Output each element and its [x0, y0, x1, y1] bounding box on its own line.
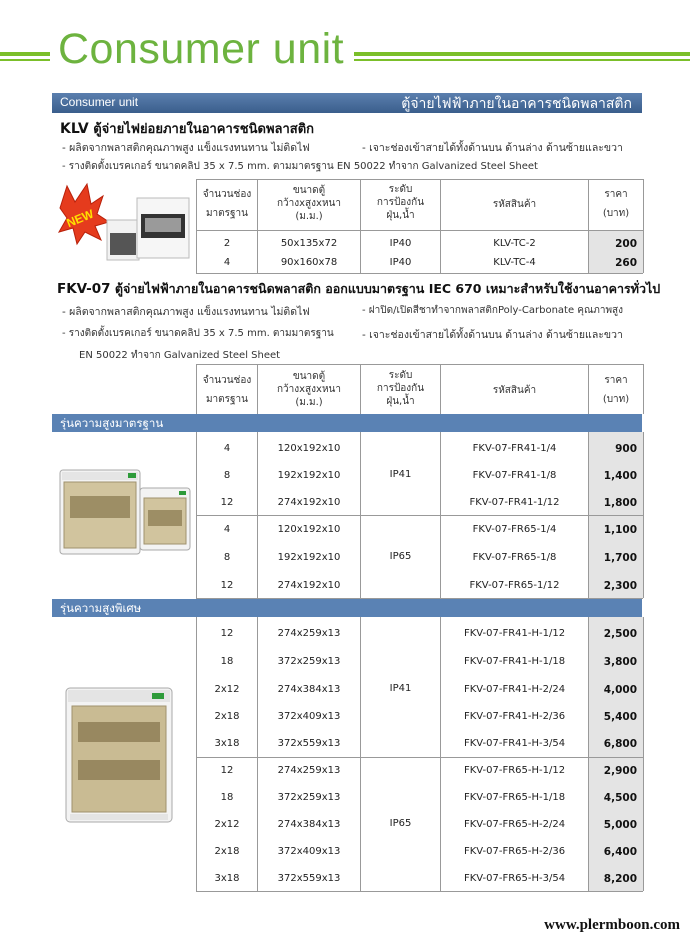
cell-price: 2,300	[603, 580, 637, 592]
cell-size: 372x259x13	[277, 656, 341, 667]
cell-code: FKV-07-FR41-H-1/12	[463, 628, 566, 639]
header-rule-left-thin	[0, 59, 50, 61]
cell-code: FKV-07-FR41-H-2/24	[463, 684, 566, 695]
klv-bullet: - ผลิตจากพลาสติกคุณภาพสูง แข็งแรงทนทาน ไม่ติดไฟ	[62, 142, 310, 154]
header-rule-left	[0, 52, 50, 56]
cell-size: 90x160x78	[280, 257, 338, 268]
col-header-slots: จำนวนช่อง	[202, 189, 252, 200]
fkv-bullet: EN 50022 ทำจาก Galvanized Steel Sheet	[79, 350, 281, 361]
cell-code: FKV-07-FR65-H-1/12	[463, 765, 566, 776]
cell-price: 260	[615, 257, 637, 269]
cell-size: 372x559x13	[277, 738, 341, 749]
col-header-size: (ม.ม.)	[295, 397, 323, 408]
cell-size: 274x192x10	[277, 580, 341, 591]
fkv-bullet: - รางติดตั้งเบรคเกอร์ ขนาดคลิป 35 x 7.5 mm. ตามมาตรฐาน	[62, 328, 334, 339]
cell-size: 274x384x13	[277, 819, 341, 830]
page-title: Consumer unit	[58, 25, 345, 73]
col-header-slots: มาตรฐาน	[205, 394, 249, 405]
cell-price: 4,000	[603, 684, 637, 696]
fkv-model: FKV-07	[57, 281, 111, 297]
col-header-ip: ระดับ	[388, 370, 413, 381]
cell-ip: IP40	[389, 257, 412, 268]
band-left-label: Consumer unit	[60, 95, 139, 109]
cell-slots: 12	[220, 497, 234, 508]
cell-code: KLV-TC-2	[493, 238, 536, 249]
klv-bullet: - รางติดตั้งเบรคเกอร์ ขนาดคลิป 35 x 7.5 mm. ตามมาตรฐาน EN 50022 ทำจาก Galvanized Steel Sheet	[62, 161, 538, 172]
band-right-label: ตู้จ่ายไฟฟ้าภายในอาคารชนิดพลาสติก	[401, 96, 632, 112]
cell-code: FKV-07-FR41-1/12	[469, 497, 560, 508]
cell-slots: 12	[220, 765, 234, 776]
fkv-special-product-image	[64, 686, 174, 824]
cell-price: 2,500	[603, 628, 637, 640]
col-header-size: (ม.ม.)	[295, 211, 323, 222]
col-header-code: รหัสสินค้า	[492, 385, 537, 396]
cell-price: 5,400	[603, 711, 637, 723]
cell-slots: 4	[223, 524, 231, 535]
col-header-size: กว้างxสูงxหนา	[276, 198, 342, 209]
cell-size: 274x259x13	[277, 765, 341, 776]
cell-price: 1,800	[603, 497, 637, 509]
cell-slots: 2x18	[214, 711, 240, 722]
cell-price: 1,700	[603, 552, 637, 564]
cell-size: 50x135x72	[280, 238, 338, 249]
cell-slots: 2	[223, 238, 231, 249]
col-header-ip: การป้องกัน	[376, 197, 425, 208]
cell-size: 120x192x10	[277, 524, 341, 535]
fkv-bullet: - เจาะช่องเข้าสายได้ทั้งด้านบน ด้านล่าง ด้านซ้ายและขวา	[362, 329, 623, 341]
cell-slots: 12	[220, 628, 234, 639]
section-label: รุ่นความสูงพิเศษ	[60, 601, 142, 615]
footer-url: www.plermboon.com	[544, 917, 680, 933]
col-header-ip: ระดับ	[388, 184, 413, 195]
klv-heading	[60, 118, 314, 139]
cell-ip: IP40	[389, 238, 412, 249]
fkv-bullet: - ฝาปิด/เปิดสีชาทำจากพลาสติกPoly-Carbonate คุณภาพสูง	[362, 305, 624, 316]
cell-slots: 2x12	[214, 819, 240, 830]
cell-price: 200	[615, 238, 637, 250]
header-rule-right	[354, 52, 690, 56]
klv-model: KLV	[60, 121, 89, 137]
cell-price: 8,200	[603, 873, 637, 885]
col-header-slots: จำนวนช่อง	[202, 375, 252, 386]
cell-slots: 18	[220, 792, 234, 803]
cell-code: FKV-07-FR65-H-3/54	[463, 873, 566, 884]
col-header-slots: มาตรฐาน	[205, 208, 249, 219]
cell-slots: 18	[220, 656, 234, 667]
fkv-heading	[57, 279, 660, 299]
header-rule-right-thin	[354, 59, 690, 61]
cell-code: FKV-07-FR65-1/12	[469, 580, 560, 591]
cell-slots: 2x12	[214, 684, 240, 695]
cell-slots: 8	[223, 470, 231, 481]
cell-slots: 8	[223, 552, 231, 563]
cell-size: 274x259x13	[277, 628, 341, 639]
cell-size: 192x192x10	[277, 552, 341, 563]
cell-code: FKV-07-FR41-1/8	[472, 470, 557, 481]
col-header-price: (บาท)	[602, 394, 630, 405]
cell-code: FKV-07-FR41-H-3/54	[463, 738, 566, 749]
cell-price: 1,100	[603, 524, 637, 536]
cell-slots: 4	[223, 443, 231, 454]
cell-code: FKV-07-FR65-1/8	[472, 552, 557, 563]
cell-size: 372x409x13	[277, 711, 341, 722]
cell-ip: IP41	[389, 683, 412, 694]
cell-slots: 12	[220, 580, 234, 591]
klv-title: ตู้จ่ายไฟย่อยภายในอาคารชนิดพลาสติก	[93, 122, 315, 137]
cell-code: FKV-07-FR65-H-2/24	[463, 819, 566, 830]
cell-price: 2,900	[603, 765, 637, 777]
col-header-price: ราคา	[604, 375, 628, 386]
new-badge-text: NEW	[64, 206, 96, 231]
cell-slots: 3x18	[214, 738, 240, 749]
cell-price: 6,800	[603, 738, 637, 750]
cell-code: FKV-07-FR41-H-1/18	[463, 656, 566, 667]
cell-ip: IP41	[389, 469, 412, 480]
section-band	[52, 93, 642, 113]
cell-size: 120x192x10	[277, 443, 341, 454]
cell-price: 6,400	[603, 846, 637, 858]
klv-product-image	[55, 178, 195, 268]
col-header-ip: ฝุ่น,น้ำ	[386, 396, 415, 407]
cell-price: 5,000	[603, 819, 637, 831]
col-header-size: ขนาดตู้	[292, 185, 326, 196]
cell-size: 372x259x13	[277, 792, 341, 803]
cell-size: 274x384x13	[277, 684, 341, 695]
col-header-size: กว้างxสูงxหนา	[276, 384, 342, 395]
cell-price: 3,800	[603, 656, 637, 668]
cell-price: 900	[615, 443, 637, 455]
col-header-ip: ฝุ่น,น้ำ	[386, 210, 415, 221]
fkv-bullet: - ผลิตจากพลาสติกคุณภาพสูง แข็งแรงทนทาน ไม่ติดไฟ	[62, 306, 310, 318]
cell-code: FKV-07-FR41-1/4	[472, 443, 557, 454]
cell-size: 192x192x10	[277, 470, 341, 481]
cell-slots: 2x18	[214, 846, 240, 857]
section-bar-standard	[52, 414, 642, 432]
fkv-title: ตู้จ่ายไฟฟ้าภายในอาคารชนิดพลาสติก ออกแบบมาตรฐาน IEC 670 เหมาะสำหรับใช้งานอาคารทั่วไป	[114, 281, 661, 296]
cell-code: KLV-TC-4	[493, 257, 536, 268]
cell-ip: IP65	[389, 551, 412, 562]
cell-slots: 3x18	[214, 873, 240, 884]
cell-slots: 4	[223, 257, 231, 268]
cell-size: 372x409x13	[277, 846, 341, 857]
cell-size: 274x192x10	[277, 497, 341, 508]
col-header-price: (บาท)	[602, 208, 630, 219]
cell-ip: IP65	[389, 818, 412, 829]
section-label: รุ่นความสูงมาตรฐาน	[60, 416, 164, 430]
cell-code: FKV-07-FR41-H-2/36	[463, 711, 566, 722]
cell-price: 1,400	[603, 470, 637, 482]
col-header-price: ราคา	[604, 189, 628, 200]
cell-code: FKV-07-FR65-H-2/36	[463, 846, 566, 857]
section-bar-special	[52, 599, 642, 617]
klv-bullet: - เจาะช่องเข้าสายได้ทั้งด้านบน ด้านล่าง ด้านซ้ายและขวา	[362, 142, 623, 154]
fkv-standard-product-image	[58, 460, 193, 560]
cell-size: 372x559x13	[277, 873, 341, 884]
cell-code: FKV-07-FR65-H-1/18	[463, 792, 566, 803]
col-header-code: รหัสสินค้า	[492, 199, 537, 210]
cell-price: 4,500	[603, 792, 637, 804]
col-header-ip: การป้องกัน	[376, 383, 425, 394]
cell-code: FKV-07-FR65-1/4	[472, 524, 557, 535]
col-header-size: ขนาดตู้	[292, 371, 326, 382]
